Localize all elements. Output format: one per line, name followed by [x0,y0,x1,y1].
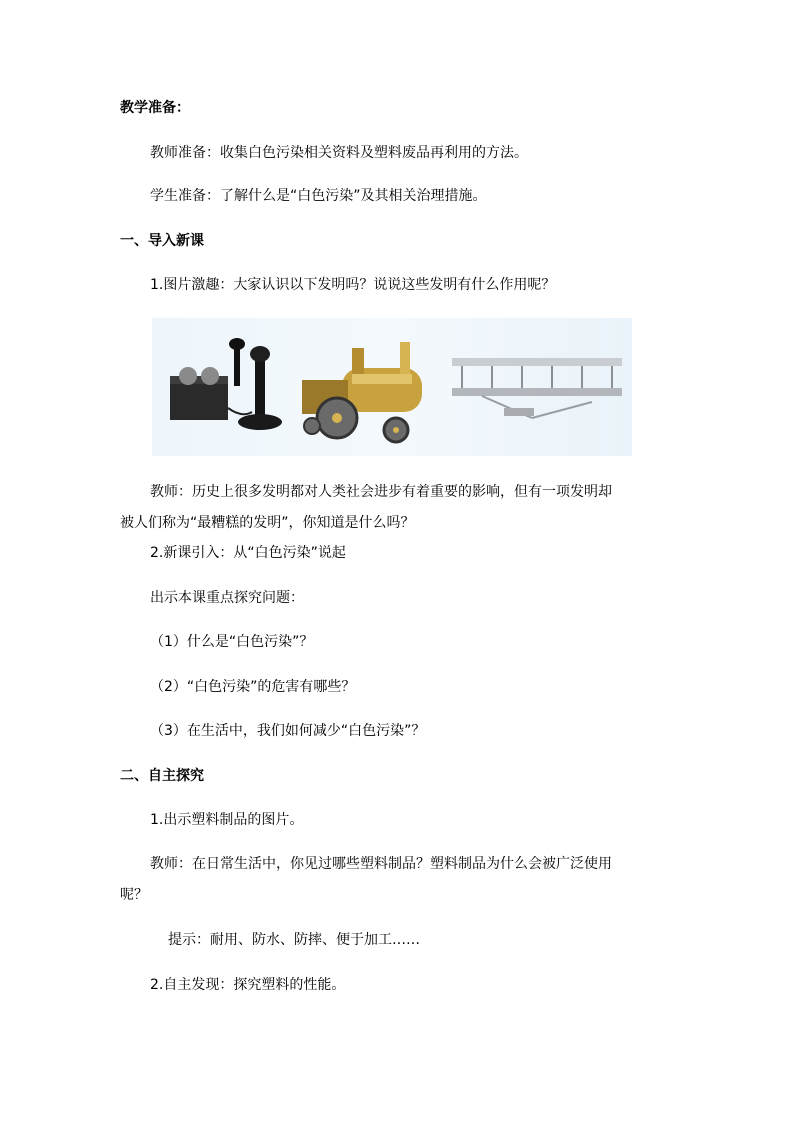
telephone-image [170,338,282,430]
teacher-question-1-line-2: 被人们称为“最糟糕的发明”，你知道是什么吗？ [120,515,415,531]
show-questions-text: 出示本课重点探究问题： [150,590,304,606]
section-1-title: 一、导入新课 [120,233,204,249]
hint-text: 提示：耐用、防水、防摔、便于加工…… [168,932,420,948]
airplane-model-image [452,358,622,418]
inventions-figure [152,318,632,456]
teacher-prep-text: 教师准备：收集白色污染相关资料及塑料废品再利用的方法。 [150,145,528,161]
teacher-question-2-line-2: 呢？ [120,887,148,903]
item-1-text: 1.图片激趣：大家认识以下发明吗？说说这些发明有什么作用呢？ [150,277,556,293]
section-2-title: 二、自主探究 [120,768,204,784]
item-4-text: 2.自主发现：探究塑料的性能。 [150,977,346,993]
teacher-question-1-line-1: 教师：历史上很多发明都对人类社会进步有着重要的影响，但有一项发明却 [150,484,612,500]
heading-teaching-prep: 教学准备： [120,100,190,116]
question-2: （2）“白色污染”的危害有哪些？ [150,679,356,695]
question-1: （1）什么是“白色污染”？ [150,634,314,650]
item-2-text: 2.新课引入：从“白色污染”说起 [150,545,346,561]
student-prep-text: 学生准备：了解什么是“白色污染”及其相关治理措施。 [150,188,487,204]
question-3: （3）在生活中，我们如何减少“白色污染”？ [150,723,426,739]
steam-locomotive-image [302,342,422,442]
teacher-question-2-line-1: 教师：在日常生活中，你见过哪些塑料制品？塑料制品为什么会被广泛使用 [150,856,612,872]
item-3-text: 1.出示塑料制品的图片。 [150,812,304,828]
